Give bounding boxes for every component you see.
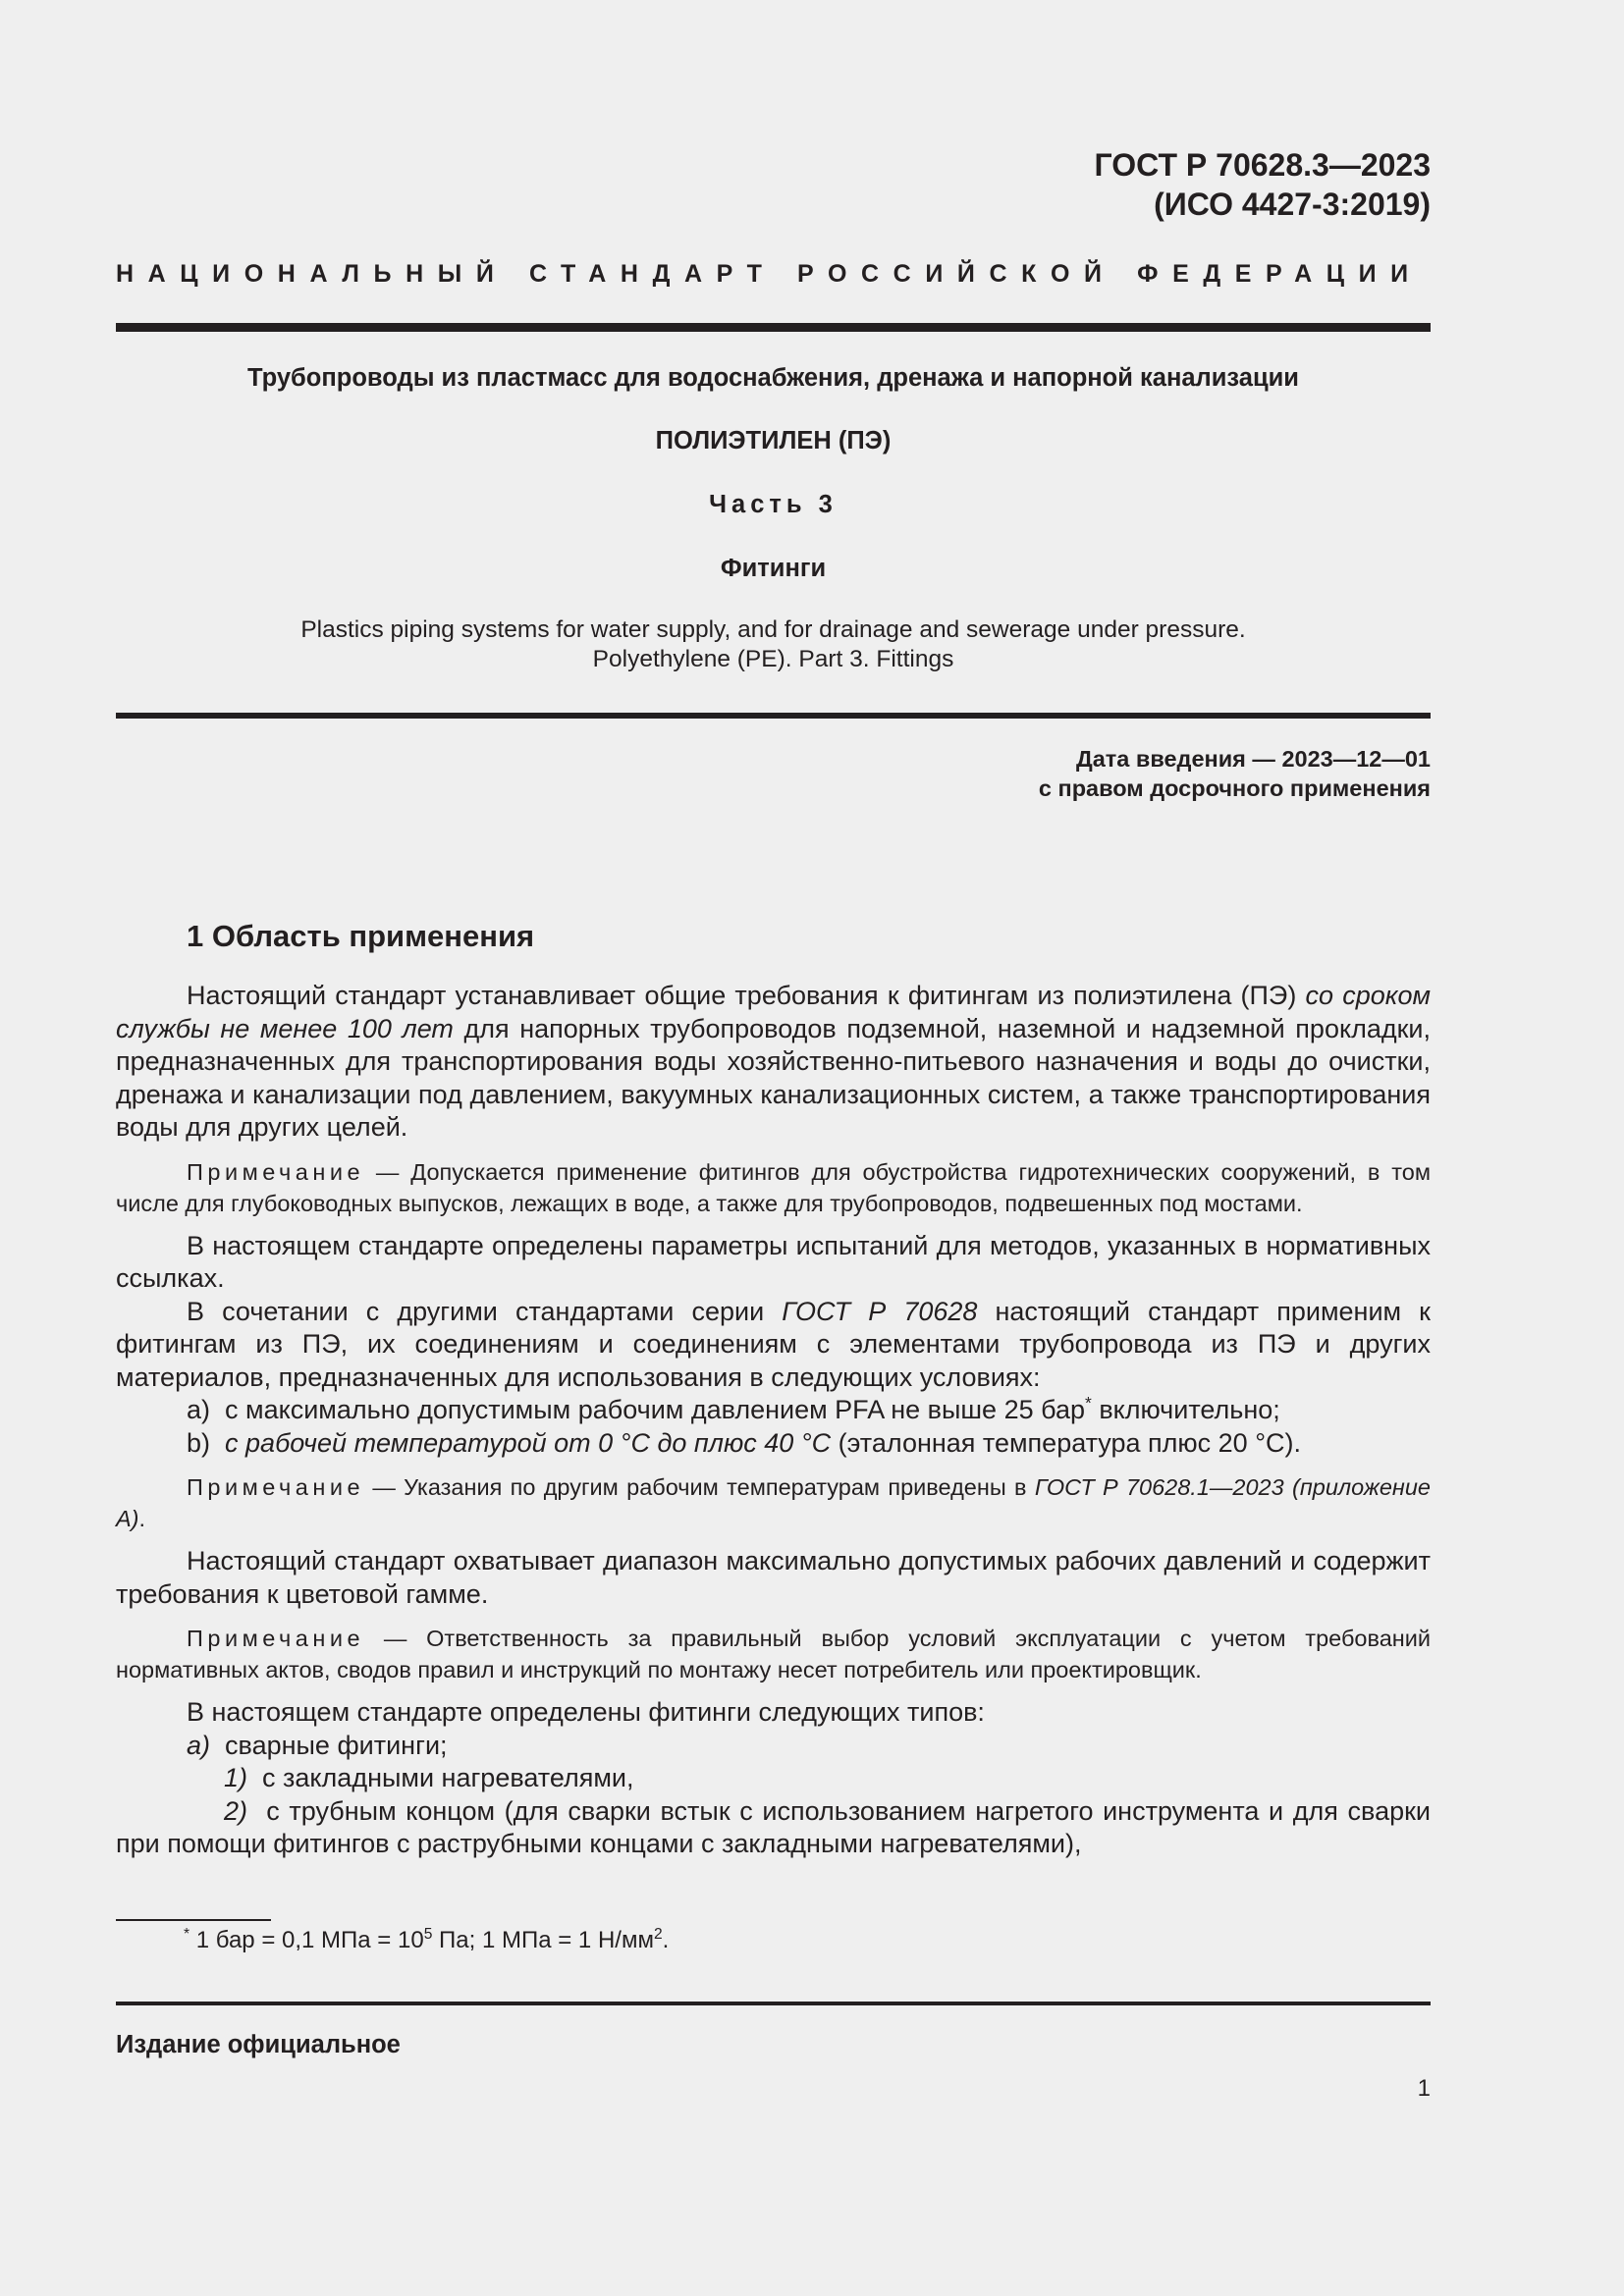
subject-title: Фитинги: [720, 555, 827, 582]
official-edition: Издание официальное: [116, 2031, 401, 2058]
document-title: Трубопроводы из пластмасс для водоснабжения, дренажа и напорной канализации: [247, 364, 1299, 392]
effective-date-block: [785, 744, 1431, 803]
type-a2: 2) с трубным концом (для сварки встык с использованием нагретого инструмента и для сварки при помощи фитингов с раструбными концами с закладными нагревателями),: [116, 1795, 1431, 1858]
series-paragraph: В сочетании с другими стандартами серии ГОСТ Р 70628 настоящий стандарт применим к фитингам из ПЭ, их соединениям и соединениям с элементами трубопровода из ПЭ и других материалов, предназначенных для использования в следующих условиях:: [116, 1296, 1431, 1392]
english-title-line1: Plastics piping systems for water supply, and for drainage and sewerage under pressure.: [300, 616, 1246, 643]
condition-a: a) с максимально допустимым рабочим давлением PFA не выше 25 бар* включительно;: [187, 1393, 1280, 1424]
fitting-types-paragraph: В настоящем стандарте определены фитинги следующих типов:: [187, 1697, 985, 1727]
part-title: [116, 491, 1431, 519]
scope-paragraph: Настоящий стандарт устанавливает общие требования к фитингам из полиэтилена (ПЭ) со сроком службы не менее 100 лет для напорных трубопроводов подземной, наземной и надземной прокладки, предназначенных для транспортирования воды хозяйственно-питьевого назначения и воды до очистки, дренажа и канализации под давлением, вакуумных канализационных систем, а также транспортирования воды для других целей.: [116, 981, 1431, 1142]
national-standard-banner: НАЦИОНАЛЬНЫЙ СТАНДАРТ РОССИЙСКОЙ ФЕДЕРАЦИИ: [116, 260, 1423, 288]
note-3: Примечание — Ответственность за правильный выбор условий эксплуатации с учетом требований нормативных актов, сводов правил и инструкций по монтажу несет потребитель или проектировщик.: [116, 1626, 1431, 1682]
footnote-marker: *: [184, 1926, 190, 1943]
note-label: Примечание: [187, 1158, 365, 1185]
type-a1: 1) с закладными нагревателями,: [224, 1763, 634, 1792]
part-number: 3: [818, 491, 838, 518]
english-title-line2: Polyethylene (PE). Part 3. Fittings: [592, 646, 954, 672]
title-rule: [116, 713, 1431, 719]
note-1: Примечание — Допускается применение фитингов для обустройства гидротехнических сооружений, в том числе для глубоководных выпусков, лежащих в воде, а также для трубопроводов, подвешенных под мостами.: [116, 1158, 1431, 1216]
footer-rule: [116, 2002, 1431, 2005]
material-title: ПОЛИЭТИЛЕН (ПЭ): [655, 427, 892, 454]
footnote: * 1 бар = 0,1 МПа = $10^5$ Па; 1 МПа = 1 $Н/мм^2$.: [184, 1926, 670, 1953]
standard-number: ГОСТ Р 70628.3—2023: [1094, 147, 1431, 183]
condition-b: b) с рабочей температурой от 0 °C до плюс 40 °C (эталонная температура плюс 20 °C).: [187, 1427, 1301, 1458]
note-2: Примечание — Указания по другим рабочим температурам приведены в ГОСТ Р 70628.1—2023 (приложение А).: [116, 1474, 1432, 1531]
iso-number: (ИСО 4427-3:2019): [1154, 187, 1431, 222]
early-application: с правом досрочного применения: [1038, 775, 1431, 801]
header-rule: [116, 323, 1431, 332]
section-body: [116, 980, 1431, 1861]
test-params-paragraph: В настоящем стандарте определены параметры испытаний для методов, указанных в нормативных ссылках.: [116, 1230, 1431, 1293]
pressure-range-paragraph: Настоящий стандарт охватывает диапазон максимально допустимых рабочих давлений и содержит требования к цветовой гамме.: [116, 1546, 1431, 1609]
effective-date: Дата введения — 2023—12—01: [1075, 746, 1431, 772]
part-word: Часть: [709, 491, 807, 518]
page-number: 1: [1417, 2075, 1431, 2102]
type-a: а) сварные фитинги;: [187, 1730, 448, 1760]
footnote-rule: [116, 1919, 271, 1921]
section-heading: 1 Область применения: [187, 919, 535, 953]
english-title: [116, 615, 1431, 674]
